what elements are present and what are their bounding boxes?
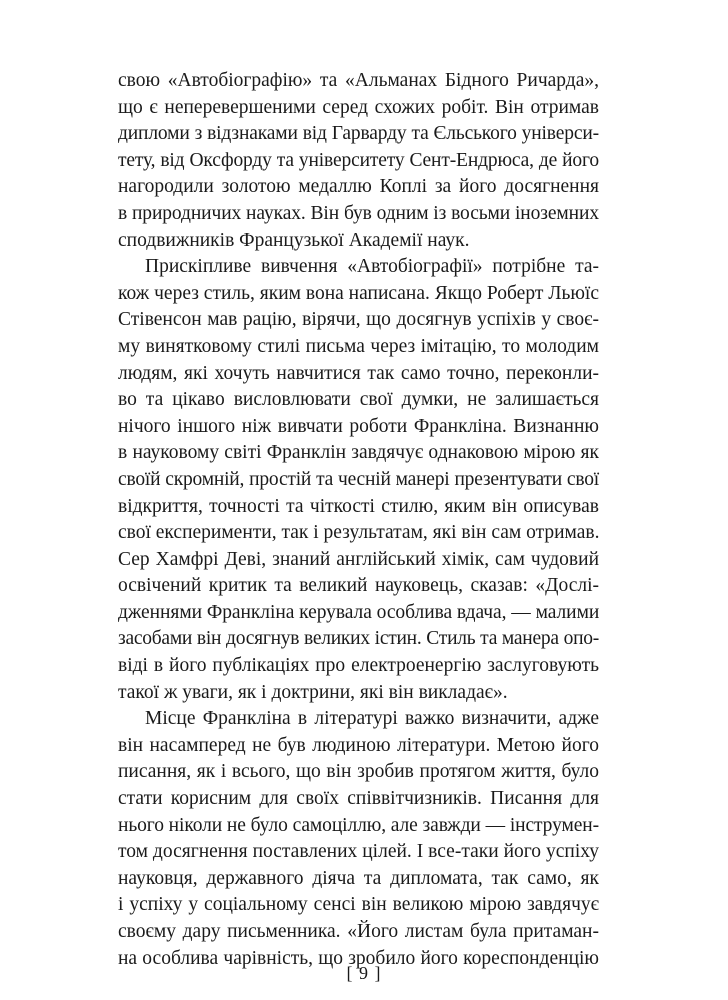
text-line: свою «Автобіографію» та «Альманах Бідного Ричарда», <box>118 70 599 91</box>
text-line: нагородили золотою медаллю Коплі за його досягнення <box>118 176 599 198</box>
text-line: на особлива чарівність, що зробило його кореспонденцію <box>118 947 599 969</box>
paragraph <box>118 254 599 706</box>
text-line: кож через стиль, яким вона написана. Якщо Роберт Льюїс <box>118 282 599 304</box>
text-line: тету, від Оксфорду та університету Сент-Ендрюса, де його <box>118 149 599 171</box>
text-line: том досягнення поставлених цілей. І все-таки його успіху <box>118 841 599 863</box>
text-line: і успіху у соціальному сенсі він великою мірою завдячує <box>118 894 599 916</box>
text-line: писання, як і всього, що він зробив протягом життя, було <box>118 761 599 783</box>
text-line: засобами він досягнув великих істин. Стиль та манера опо- <box>118 628 599 650</box>
text-line: нього ніколи не було самоціллю, але завжди — інструмен- <box>118 814 599 836</box>
text-line: що є неперевершеними серед схожих робіт. Він отримав <box>118 96 599 118</box>
text-line: науковця, державного діяча та дипломата, так само, як <box>118 867 599 889</box>
text-line: сподвижників Французької Академії наук. <box>118 229 470 251</box>
text-line: стати корисним для своїх співвітчизників. Писання для <box>118 788 599 810</box>
paragraph <box>118 68 599 254</box>
text-line: Сер Хамфрі Деві, знаний англійський хімік, сам чудовий <box>118 548 599 570</box>
text-line: нічого іншого ніж вивчати роботи Франкліна. Визнанню <box>118 415 599 437</box>
text-line: Стівенсон мав рацію, вірячи, що досягнув успіхів у своє- <box>118 309 599 331</box>
text-line: відкриття, точності та чіткості стилю, яким він описував <box>118 495 599 517</box>
text-line: Місце Франкліна в літературі важко визначити, адже <box>145 708 599 730</box>
text-line: дженнями Франкліна керувала особлива вдача, — малими <box>118 601 600 623</box>
text-line: в природничих науках. Він був одним із восьми іноземних <box>118 202 599 224</box>
page-body <box>118 68 599 972</box>
text-line: такої ж уваги, як і доктрини, які він викладає». <box>118 681 508 703</box>
text-line: Прискіпливе вивчення «Автобіографії» потрібне та- <box>145 256 599 278</box>
text-line: віді в його публікаціях про електроенергію заслуговують <box>118 655 599 677</box>
text-line: в науковому світі Франклін завдячує однаковою мірою як <box>118 442 599 464</box>
text-line: освічений критик та великий науковець, сказав: «Дослі- <box>118 575 599 597</box>
page-number: [ 9 ] <box>346 963 382 983</box>
paragraph <box>118 706 599 972</box>
text-line: він насамперед не був людиною літератури. Метою його <box>118 734 599 756</box>
text-line: дипломи з відзнаками від Гарварду та Єльського універси- <box>118 123 599 145</box>
text-line: во та цікаво висловлювати свої думки, не залишається <box>118 389 599 411</box>
text-line: людям, які хочуть навчитися так само точно, переконли- <box>118 362 599 384</box>
text-line: своїй скромній, простій та чесній манері презентувати свої <box>118 468 599 490</box>
text-line: му винятковому стилі письма через імітацію, то молодим <box>118 335 599 357</box>
text-line: своєму дару письменника. «Його листам була притаман- <box>118 921 599 942</box>
text-line: свої експерименти, так і результатам, які він сам отримав. <box>118 522 600 544</box>
